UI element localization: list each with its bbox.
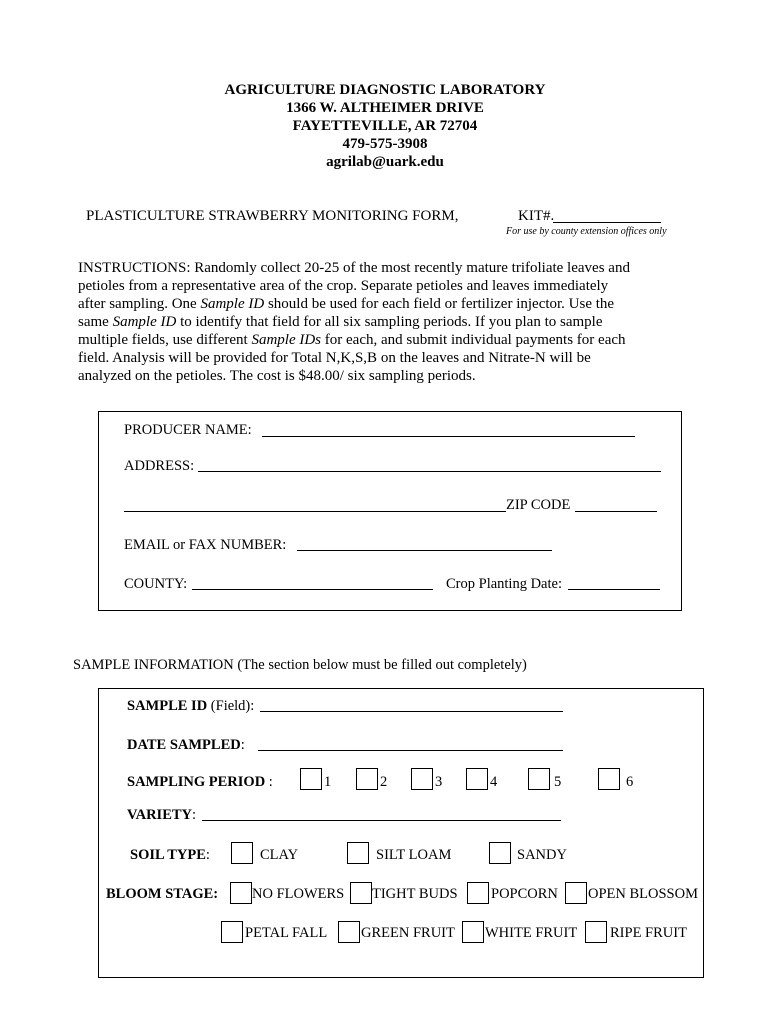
bloom-popcorn-checkbox[interactable] bbox=[467, 882, 489, 904]
bloom-no-flowers-label: NO FLOWERS bbox=[252, 886, 345, 902]
instructions-line-1: INSTRUCTIONS: Randomly collect 20-25 of the most recently mature trifoliate leaves and bbox=[78, 260, 630, 276]
bloom-popcorn-label: POPCORN bbox=[491, 886, 558, 902]
sample-info-heading: SAMPLE INFORMATION (The section below must be filled out completely) bbox=[73, 657, 527, 673]
address-field[interactable] bbox=[198, 471, 661, 472]
producer-name-label: PRODUCER NAME: bbox=[124, 422, 252, 438]
address-label: ADDRESS: bbox=[124, 458, 195, 474]
lab-email: agrilab@uark.edu bbox=[326, 154, 444, 170]
sample-id-label: SAMPLE ID (Field): bbox=[127, 698, 255, 714]
zip-code-label: ZIP CODE bbox=[506, 497, 571, 513]
bloom-no-flowers-checkbox[interactable] bbox=[230, 882, 252, 904]
bloom-white-fruit-checkbox[interactable] bbox=[462, 921, 484, 943]
address-line-2-field[interactable] bbox=[124, 511, 506, 512]
soil-sandy-label: SANDY bbox=[517, 847, 567, 863]
variety-label: VARIETY: bbox=[127, 807, 197, 823]
sampling-period-5-label: 5 bbox=[554, 774, 562, 790]
sampling-period-3-checkbox[interactable] bbox=[411, 768, 433, 790]
instructions-line-3: after sampling. One Sample ID should be used for each field or fertilizer injector. Use the bbox=[78, 296, 615, 312]
sampling-period-2-label: 2 bbox=[380, 774, 388, 790]
kit-label: KIT#. bbox=[518, 208, 555, 224]
sampling-period-1-checkbox[interactable] bbox=[300, 768, 322, 790]
lab-phone: 479-575-3908 bbox=[342, 136, 428, 152]
instructions-line-6: field. Analysis will be provided for Total N,K,S,B on the leaves and Nitrate-N will be bbox=[78, 350, 591, 366]
sampling-period-4-label: 4 bbox=[490, 774, 498, 790]
sampling-period-6-label: 6 bbox=[626, 774, 634, 790]
bloom-open-blossom-checkbox[interactable] bbox=[565, 882, 587, 904]
bloom-stage-label: BLOOM STAGE: bbox=[106, 886, 219, 902]
soil-silt-loam-label: SILT LOAM bbox=[376, 847, 452, 863]
bloom-tight-buds-checkbox[interactable] bbox=[350, 882, 372, 904]
lab-city: FAYETTEVILLE, AR 72704 bbox=[292, 118, 478, 134]
instructions-line-5: multiple fields, use different Sample IDs for each, and submit individual payments for each bbox=[78, 332, 626, 348]
county-label: COUNTY: bbox=[124, 576, 188, 592]
email-fax-label: EMAIL or FAX NUMBER: bbox=[124, 537, 287, 553]
soil-silt-loam-checkbox[interactable] bbox=[347, 842, 369, 864]
kit-number-field[interactable] bbox=[553, 222, 661, 223]
sampling-period-label: SAMPLING PERIOD : bbox=[127, 774, 273, 790]
date-sampled-label: DATE SAMPLED: bbox=[127, 737, 245, 753]
sampling-period-4-checkbox[interactable] bbox=[466, 768, 488, 790]
crop-planting-date-field[interactable] bbox=[568, 589, 660, 590]
bloom-tight-buds-label: TIGHT BUDS bbox=[372, 886, 458, 902]
bloom-open-blossom-label: OPEN BLOSSOM bbox=[588, 886, 698, 902]
bloom-petal-fall-label: PETAL FALL bbox=[245, 925, 328, 941]
bloom-white-fruit-label: WHITE FRUIT bbox=[485, 925, 578, 941]
instructions-line-2: petioles from a representative area of the crop. Separate petioles and leaves immediately bbox=[78, 278, 609, 294]
soil-clay-checkbox[interactable] bbox=[231, 842, 253, 864]
bloom-green-fruit-checkbox[interactable] bbox=[338, 921, 360, 943]
soil-clay-label: CLAY bbox=[260, 847, 299, 863]
sampling-period-2-checkbox[interactable] bbox=[356, 768, 378, 790]
email-fax-field[interactable] bbox=[297, 550, 552, 551]
crop-planting-date-label: Crop Planting Date: bbox=[446, 576, 562, 592]
lab-street: 1366 W. ALTHEIMER DRIVE bbox=[286, 100, 484, 116]
bloom-petal-fall-checkbox[interactable] bbox=[221, 921, 243, 943]
producer-name-field[interactable] bbox=[262, 436, 635, 437]
sampling-period-3-label: 3 bbox=[435, 774, 443, 790]
bloom-ripe-fruit-checkbox[interactable] bbox=[585, 921, 607, 943]
lab-name: AGRICULTURE DIAGNOSTIC LABORATORY bbox=[224, 82, 546, 98]
soil-sandy-checkbox[interactable] bbox=[489, 842, 511, 864]
sampling-period-6-checkbox[interactable] bbox=[598, 768, 620, 790]
instructions-line-4: same Sample ID to identify that field for all six sampling periods. If you plan to sample bbox=[78, 314, 603, 330]
sampling-period-5-checkbox[interactable] bbox=[528, 768, 550, 790]
soil-type-label: SOIL TYPE: bbox=[130, 847, 210, 863]
variety-field[interactable] bbox=[202, 820, 561, 821]
sampling-period-1-label: 1 bbox=[324, 774, 332, 790]
bloom-green-fruit-label: GREEN FRUIT bbox=[361, 925, 455, 941]
zip-code-field[interactable] bbox=[575, 511, 657, 512]
instructions-line-7: analyzed on the petioles. The cost is $48.00/ six sampling periods. bbox=[78, 368, 476, 384]
kit-note: For use by county extension offices only bbox=[506, 226, 667, 237]
form-title: PLASTICULTURE STRAWBERRY MONITORING FORM, bbox=[86, 208, 459, 224]
date-sampled-field[interactable] bbox=[258, 750, 563, 751]
county-field[interactable] bbox=[192, 589, 433, 590]
sample-id-field[interactable] bbox=[260, 711, 563, 712]
bloom-ripe-fruit-label: RIPE FRUIT bbox=[610, 925, 687, 941]
